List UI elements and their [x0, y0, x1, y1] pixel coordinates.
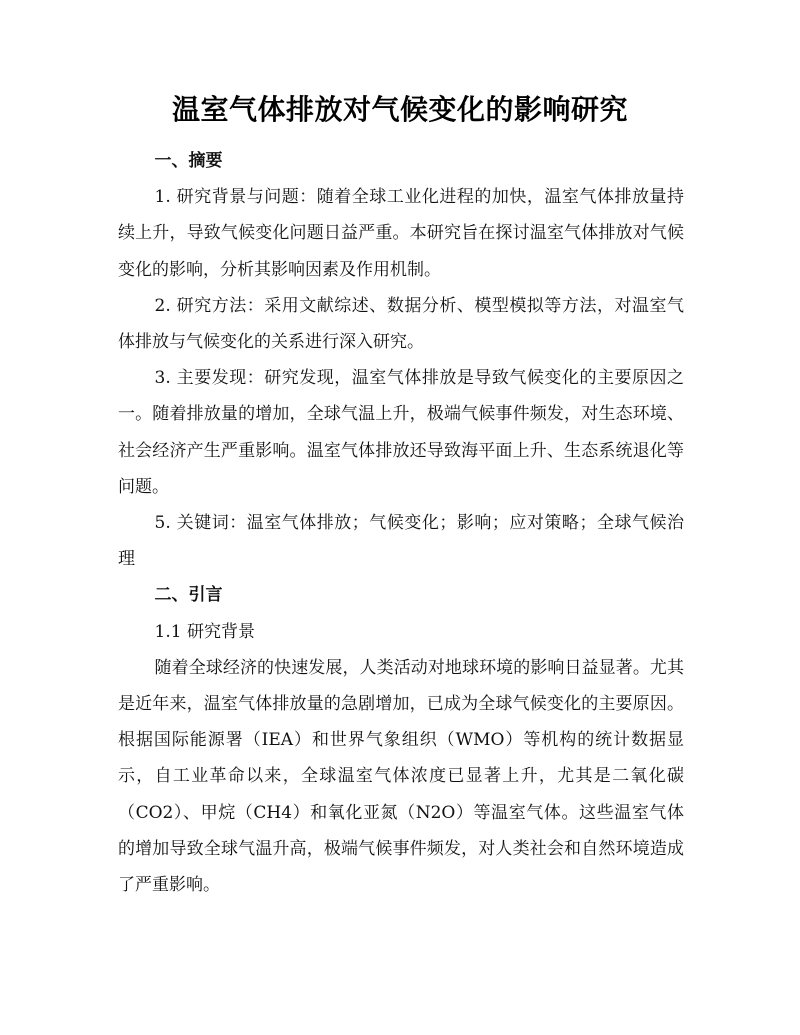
- section-heading-abstract: 一、摘要: [154, 151, 223, 171]
- document-body: [118, 143, 684, 903]
- introduction-paragraph: 随着全球经济的快速发展，人类活动对地球环境的影响日益显著。尤其是近年来，温室气体排放量的急剧增加，已成为全球气候变化的主要原因。根据国际能源署（IEA）和世界气象组织（WMO）等机构的统计数据显示，自工业革命以来，全球温室气体浓度已显著上升，尤其是二氧化碳（CO2）、甲烷（CH4）和氧化亚氮（N2O）等温室气体。这些温室气体的增加导致全球气温升高，极端气候事件频发，对人类社会和自然环境造成了严重影响。: [118, 657, 684, 896]
- abstract-paragraph-keywords: 5. 关键词：温室气体排放；气候变化；影响；应对策略；全球气候治理: [118, 513, 684, 570]
- abstract-paragraph-findings: 3. 主要发现：研究发现，温室气体排放是导致气候变化的主要原因之一。随着排放量的增加，全球气温上升，极端气候事件频发，对生态环境、社会经济产生严重影响。温室气体排放还导致海平面上升、生态系统退化等问题。: [118, 368, 684, 497]
- abstract-paragraph-background: 1. 研究背景与问题：随着全球工业化进程的加快，温室气体排放量持续上升，导致气候变化问题日益严重。本研究旨在探讨温室气体排放对气候变化的影响，分析其影响因素及作用机制。: [118, 187, 684, 280]
- section-heading-introduction: 二、引言: [154, 585, 223, 606]
- abstract-paragraph-methods: 2. 研究方法：采用文献综述、数据分析、模型模拟等方法，对温室气体排放与气候变化的关系进行深入研究。: [118, 295, 684, 353]
- document-title: 温室气体排放对气候变化的影响研究: [171, 93, 628, 126]
- subsection-heading-background: 1.1 研究背景: [154, 621, 255, 642]
